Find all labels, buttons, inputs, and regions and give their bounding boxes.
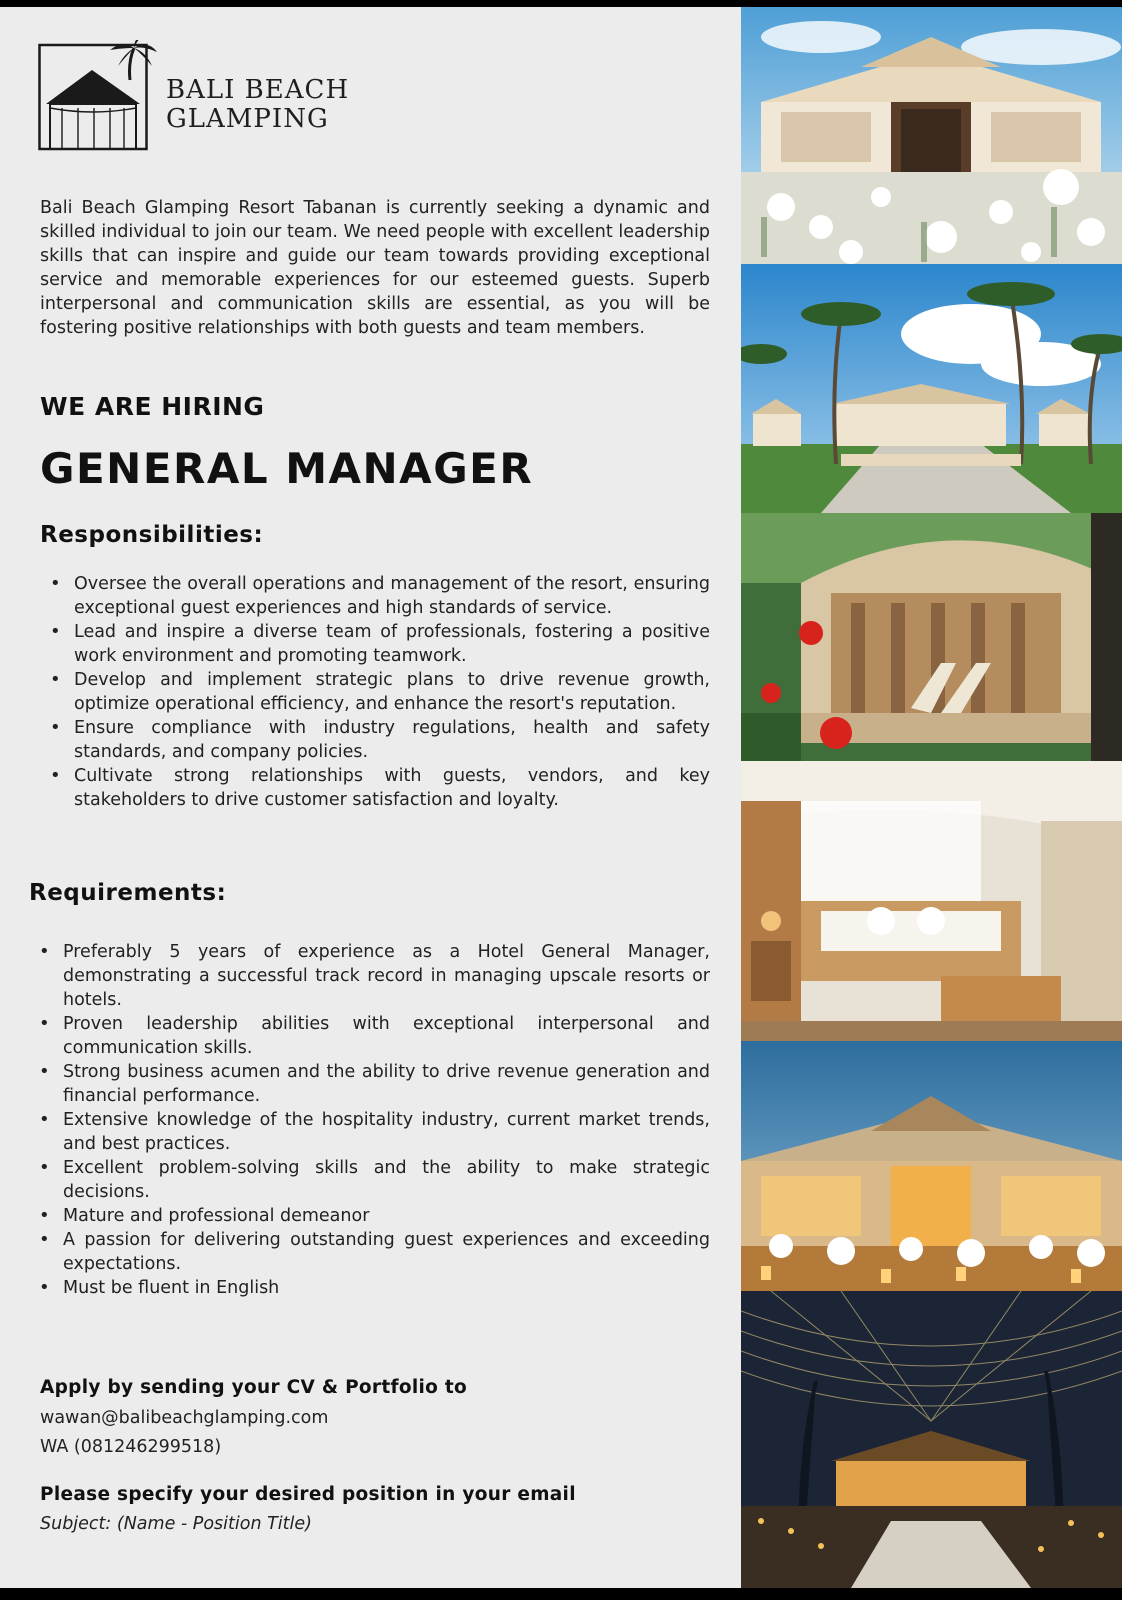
list-item: • Mature and professional demeanor [29, 1204, 710, 1228]
brand-name-line1: BALI BEACH [166, 75, 350, 105]
list-item: • Strong business acumen and the ability to drive revenue generation and financial performance. [29, 1060, 710, 1108]
specify-position-note: Please specify your desired position in your email [40, 1484, 576, 1505]
tent-terrace-photo [741, 513, 1122, 761]
list-item: • Oversee the overall operations and management of the resort, ensuring exceptional guest experiences and high standards of service. [40, 572, 710, 620]
apply-heading: Apply by sending your CV & Portfolio to [40, 1377, 468, 1398]
brand-name-line2: GLAMPING [166, 104, 329, 134]
position-title: GENERAL MANAGER [40, 444, 534, 493]
list-item: • Excellent problem-solving skills and the ability to make strategic decisions. [29, 1156, 710, 1204]
brand-logo [38, 40, 158, 156]
list-item: • Ensure compliance with industry regulations, health and safety standards, and company policies. [40, 716, 710, 764]
tent-interior-photo [741, 761, 1122, 1041]
top-border [0, 0, 1122, 7]
list-item: • A passion for delivering outstanding guest experiences and exceeding expectations. [29, 1228, 710, 1276]
photo-column [741, 7, 1122, 1588]
contact-email[interactable]: wawan@balibeachglamping.com [40, 1408, 329, 1428]
bottom-border [0, 1588, 1122, 1600]
list-item: • Lead and inspire a diverse team of professionals, fostering a positive work environment and promoting teamwork. [40, 620, 710, 668]
requirements-heading: Requirements: [29, 880, 227, 906]
brand-name [166, 76, 349, 134]
list-item: • Preferably 5 years of experience as a Hotel General Manager, demonstrating a successful track record in managing upscale resorts or hotels. [29, 940, 710, 1012]
list-item: • Develop and implement strategic plans to drive revenue growth, optimize operational efficiency, and enhance the resort's reputation. [40, 668, 710, 716]
email-subject-format: Subject: (Name - Position Title) [40, 1514, 312, 1534]
hiring-label: WE ARE HIRING [40, 392, 265, 421]
responsibilities-heading: Responsibilities: [40, 522, 264, 548]
intro-paragraph: Bali Beach Glamping Resort Tabanan is currently seeking a dynamic and skilled individual to join our team. We need people with excellent leadership skills that can inspire and guide our team towards providing exceptional service and memorable experiences for our esteemed guests. Superb interpersonal and communication skills are essential, as you will be fostering positive relationships with both guests and team members. [40, 198, 710, 338]
responsibilities-list [40, 572, 710, 812]
resort-pavilion-photo [741, 7, 1122, 264]
list-item: • Extensive knowledge of the hospitality industry, current market trends, and best practices. [29, 1108, 710, 1156]
night-lights-photo [741, 1291, 1122, 1588]
list-item: • Cultivate strong relationships with guests, vendors, and key stakeholders to drive customer satisfaction and loyalty. [40, 764, 710, 812]
glamping-tent-logo-icon [38, 40, 158, 152]
list-item: • Must be fluent in English [29, 1276, 710, 1300]
pavilion-evening-photo [741, 1041, 1122, 1291]
list-item: • Proven leadership abilities with exceptional interpersonal and communication skills. [29, 1012, 710, 1060]
requirements-list [29, 940, 710, 1300]
resort-grounds-photo [741, 264, 1122, 513]
contact-phone[interactable]: WA (081246299518) [40, 1437, 222, 1457]
